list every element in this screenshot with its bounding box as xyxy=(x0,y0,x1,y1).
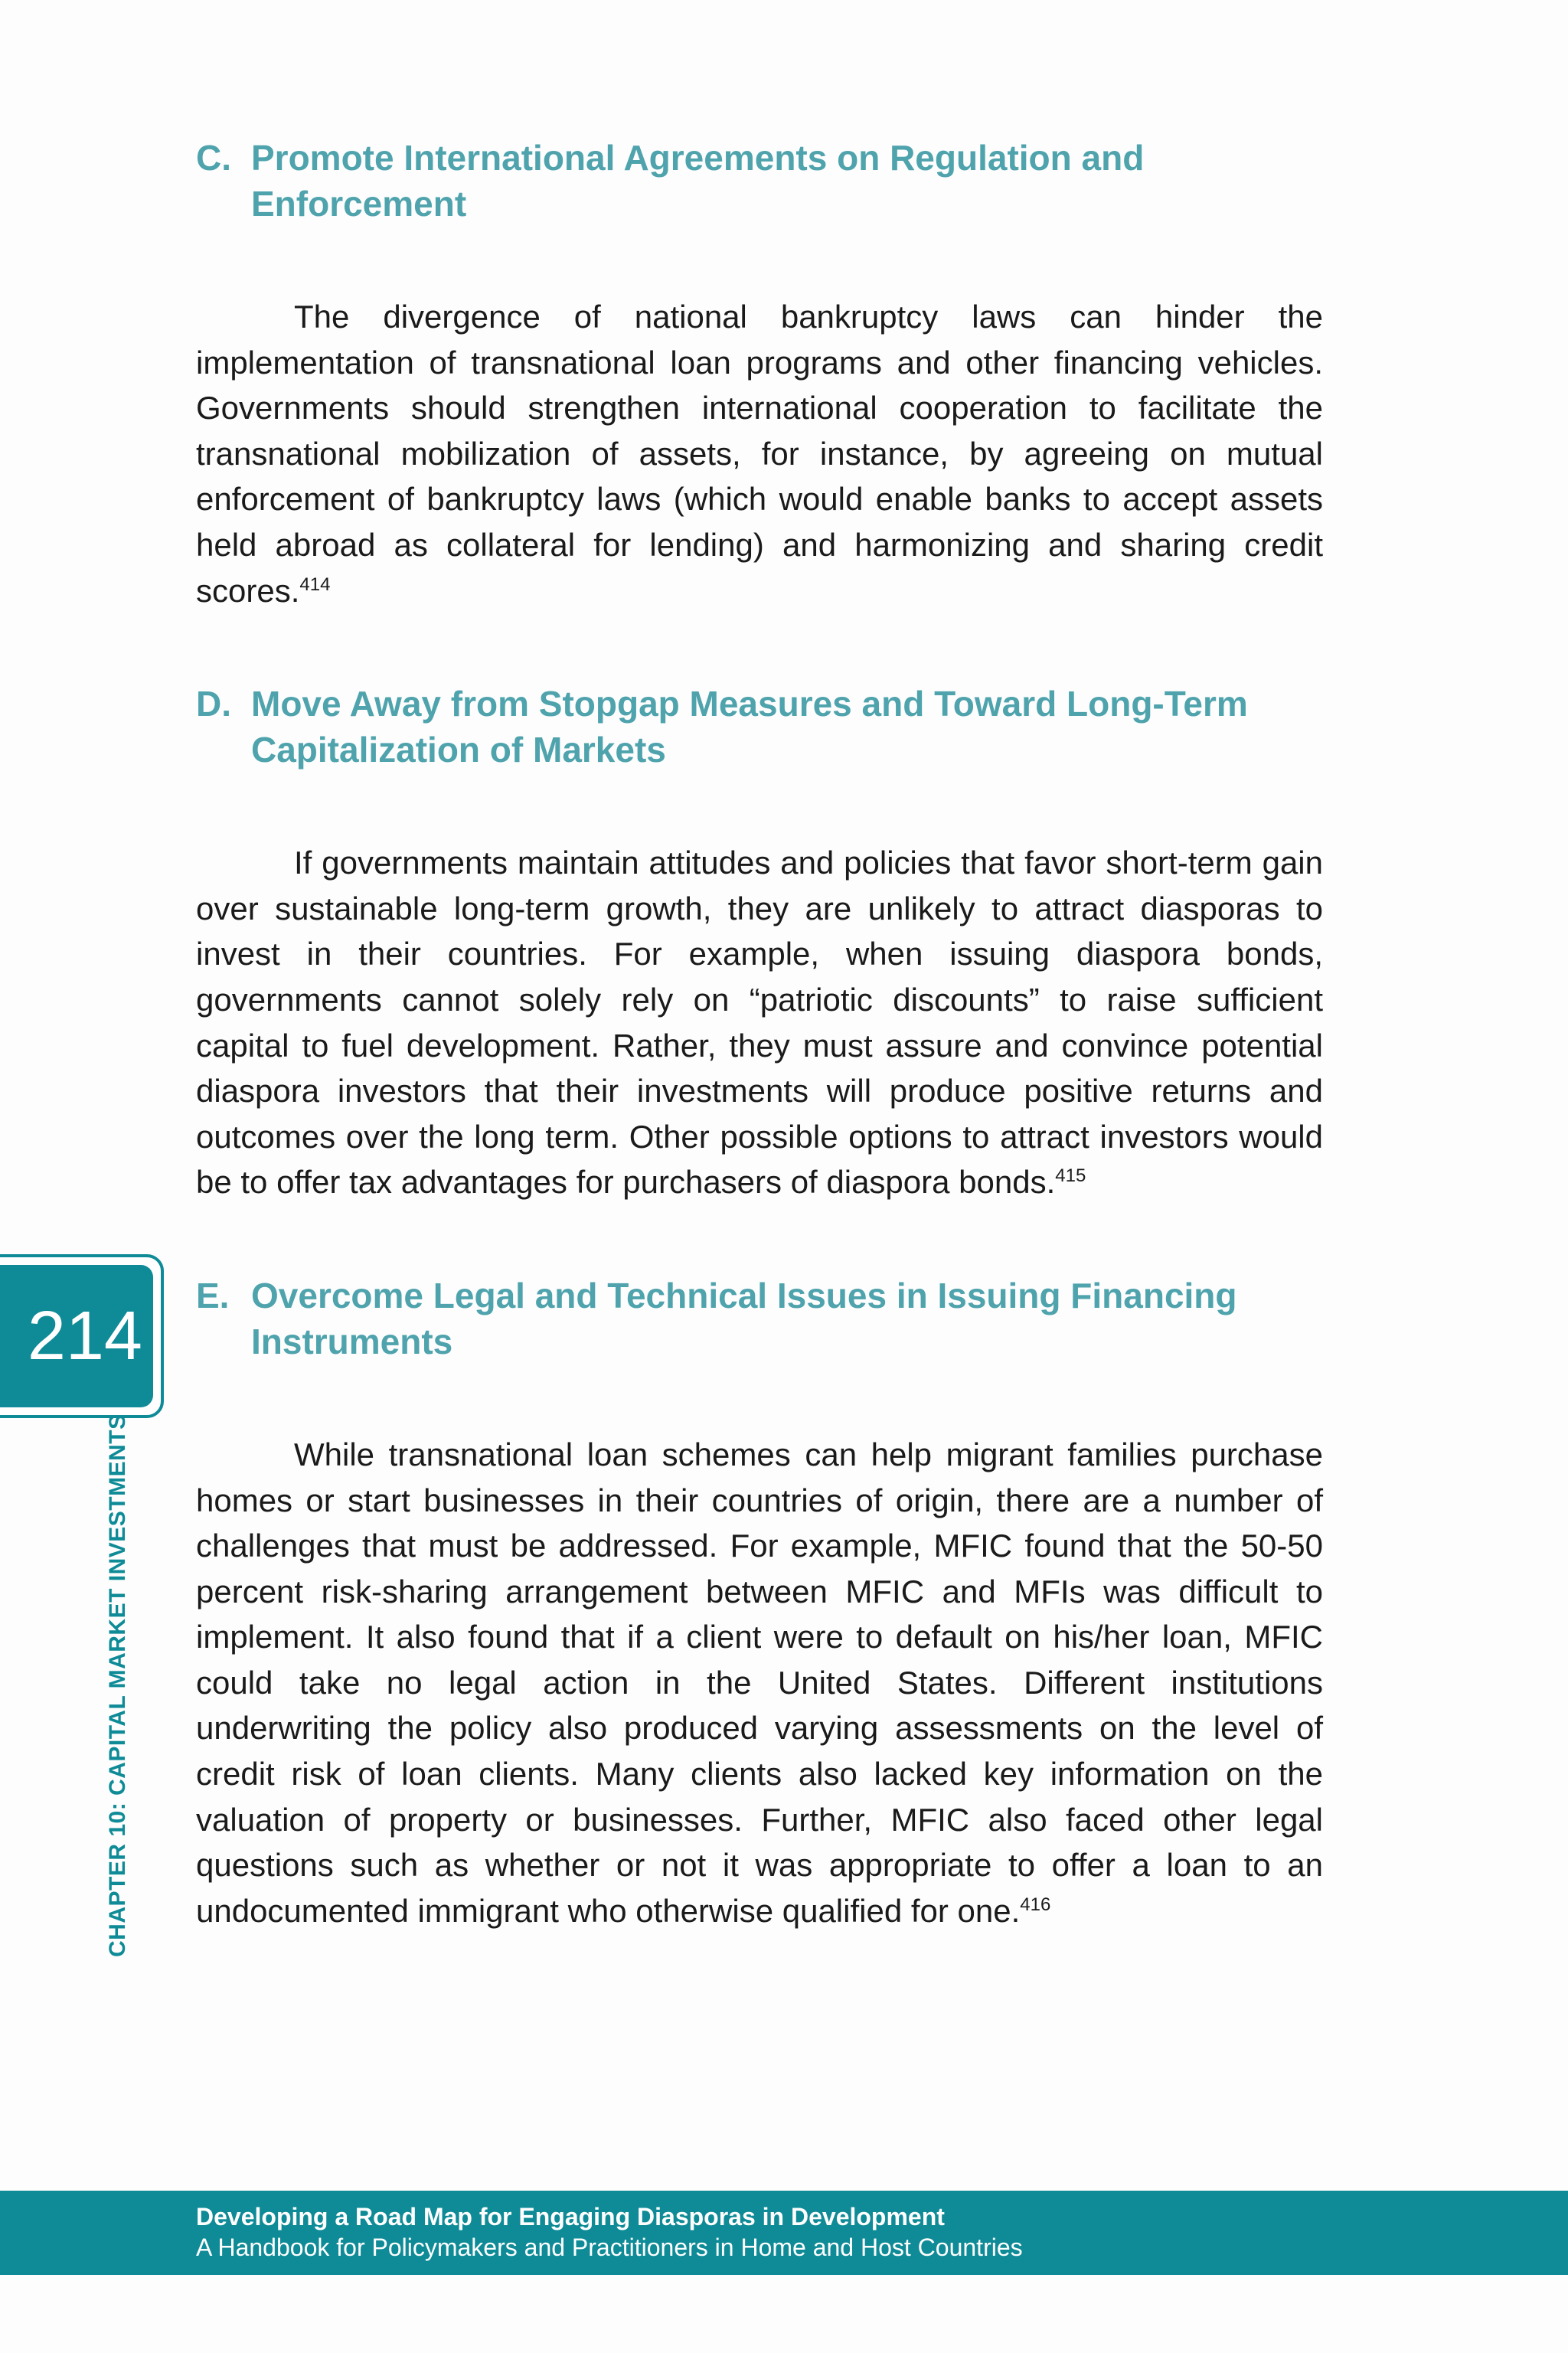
section-d-body: If governments maintain attitudes and policies that favor short-term gain over sustainable long-term growth, they are unlikely to attract diasporas to invest in their countries. For example, when issuing diaspora bonds, governments cannot solely rely on “patriotic discounts” to raise sufficient capital to fuel development. Rather, they must assure and convince potential diaspora investors that their investments will produce positive returns and outcomes over the long term. Other possible options to attract investors would be to offer tax advantages for purchasers of diaspora bonds. xyxy=(196,845,1323,1201)
page-footer xyxy=(0,2191,1568,2275)
footer-title: Developing a Road Map for Engaging Diasporas in Development xyxy=(196,2203,945,2230)
section-d-title: Move Away from Stopgap Measures and Toward Long-Term Capitalization of Markets xyxy=(251,684,1248,770)
footnote-ref-416: 416 xyxy=(1020,1894,1051,1915)
section-c-letter: C. xyxy=(196,138,231,178)
page-number: 214 xyxy=(0,1265,153,1407)
section-d-heading xyxy=(196,681,1323,773)
footnote-ref-414: 414 xyxy=(299,574,331,595)
section-e-heading xyxy=(196,1273,1323,1364)
section-e-paragraph xyxy=(196,1432,1323,1934)
section-c-paragraph xyxy=(196,294,1323,613)
section-e-letter: E. xyxy=(196,1275,230,1315)
page-number-tab xyxy=(0,1254,164,1418)
section-e-title: Overcome Legal and Technical Issues in Issuing Financing Instruments xyxy=(251,1275,1237,1361)
main-content xyxy=(196,135,1323,1933)
section-d-letter: D. xyxy=(196,684,231,724)
footnote-ref-415: 415 xyxy=(1055,1165,1086,1187)
section-e-body: While transnational loan schemes can help migrant families purchase homes or start businesses in their countries of origin, there are a number of challenges that must be addressed. For example, MFIC found that the 50-50 percent risk-sharing arrangement between MFIC and MFIs was difficult to implement. It also found that if a client were to default on his/her loan, MFIC could take no legal action in the United States. Different institutions underwriting the policy also produced varying assessments on the level of credit risk of loan clients. Many clients also lacked key information on the valuation of property or businesses. Further, MFIC also faced other legal questions such as whether or not it was appropriate to offer a loan to an undocumented immigrant who otherwise qualified for one. xyxy=(196,1436,1323,1929)
section-d-paragraph xyxy=(196,840,1323,1205)
chapter-side-label: CHAPTER 10: CAPITAL MARKET INVESTMENTS xyxy=(105,1413,130,1957)
footer-subtitle: A Handbook for Policymakers and Practitioners in Home and Host Countries xyxy=(196,2234,1023,2261)
section-c-body: The divergence of national bankruptcy laws can hinder the implementation of transnational loan programs and other financing vehicles. Governments should strengthen international cooperation to facilitate the transnational mobilization of assets, for instance, by agreeing on mutual enforcement of bankruptcy laws (which would enable banks to accept assets held abroad as collateral for lending) and harmonizing and sharing credit scores. xyxy=(196,299,1323,609)
section-c-title: Promote International Agreements on Regulation and Enforcement xyxy=(251,138,1145,224)
section-c-heading xyxy=(196,135,1323,227)
